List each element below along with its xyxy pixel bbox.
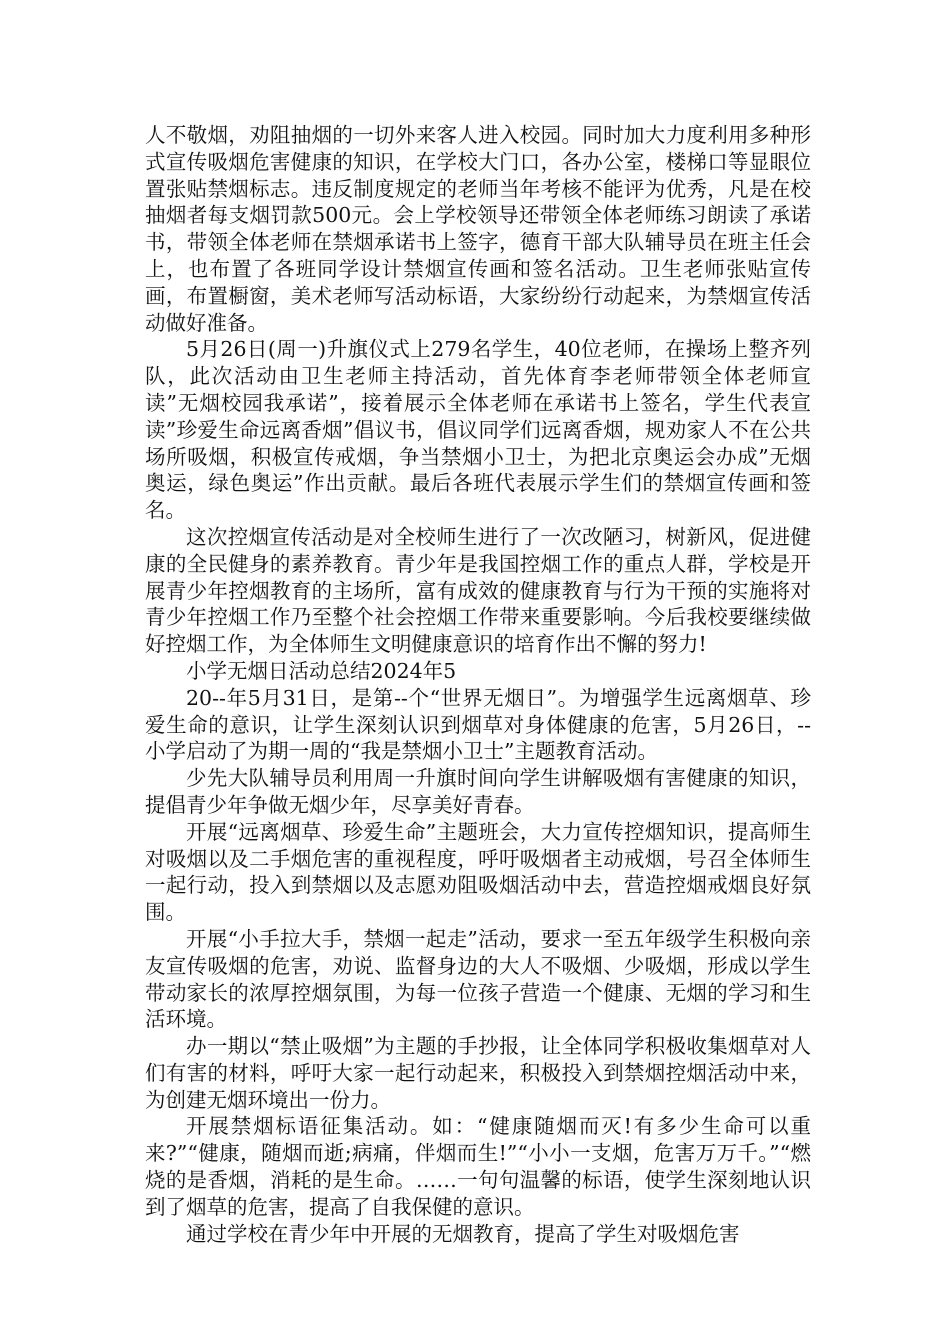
paragraph-2: 5月26日(周一)升旗仪式上279名学生，40位老师，在操场上整齐列队，此次活动由卫生老师主持活动，首先体育李老师带领全体老师宣读”无烟校园我承诺”，接着展示全体老师在承诺书上签名，学生代表宣读”珍爱生命远离香烟”倡议书，倡议同学们远离香烟，规劝家人不在公共场所吸烟，积极宣传戒烟，争当禁烟小卫士，为把北京奥运会办成”无烟奥运，绿色奥运”作出贡献。最后各班代表展示学生们的禁烟宣传画和签名。 [145, 337, 811, 523]
paragraph-5: 20--年5月31日，是第--个“世界无烟日”。为增强学生远离烟草、珍爱生命的意识，让学生深刻认识到烟草对身体健康的危害，5月26日，--小学启动了为期一周的“我是禁烟小卫士”主题教育活动。 [145, 685, 811, 764]
paragraph-9: 办一期以“禁止吸烟”为主题的手抄报，让全体同学积极收集烟草对人们有害的材料，呼吁大家一起行动起来，积极投入到禁烟控烟活动中来，为创建无烟环境出一份力。 [145, 1034, 811, 1112]
document-body [145, 122, 811, 1247]
paragraph-1: 人不敬烟，劝阻抽烟的一切外来客人进入校园。同时加大力度利用多种形式宣传吸烟危害健康的知识，在学校大门口，各办公室，楼梯口等显眼位置张贴禁烟标志。违反制度规定的老师当年考核不能评为优秀，凡是在校抽烟者每支烟罚款500元。会上学校领导还带领全体老师练习朗读了承诺书，带领全体老师在禁烟承诺书上签字，德育干部大队辅导员在班主任会上，也布置了各班同学设计禁烟宣传画和签名活动。卫生老师张贴宣传画，布置橱窗，美术老师写活动标语，大家纷纷行动起来，为禁烟宣传活动做好准备。 [145, 123, 811, 335]
paragraph-8: 开展“小手拉大手，禁烟一起走”活动，要求一至五年级学生积极向亲友宣传吸烟的危害，劝说、监督身边的大人不吸烟、少吸烟，形成以学生带动家长的浓厚控烟氛围，为每一位孩子营造一个健康、无烟的学习和生活环境。 [145, 926, 811, 1032]
paragraph-11: 通过学校在青少年中开展的无烟教育，提高了学生对吸烟危害 [186, 1221, 740, 1246]
paragraph-7: 开展“远离烟草、珍爱生命”主题班会，大力宣传控烟知识，提高师生对吸烟以及二手烟危害的重视程度，呼吁吸烟者主动戒烟，号召全体师生一起行动，投入到禁烟以及志愿劝阻吸烟活动中去，营造控烟戒烟良好氛围。 [145, 819, 811, 925]
paragraph-6: 少先大队辅导员利用周一升旗时间向学生讲解吸烟有害健康的知识，提倡青少年争做无烟少年，尽享美好青春。 [145, 766, 811, 817]
section-heading: 小学无烟日活动总结2024年5 [186, 658, 457, 683]
paragraph-3: 这次控烟宣传活动是对全校师生进行了一次改陋习，树新风，促进健康的全民健身的素养教育。青少年是我国控烟工作的重点人群，学校是开展青少年控烟教育的主场所，富有成效的健康教育与行为干预的实施将对青少年控烟工作乃至整个社会控烟工作带来重要影响。今后我校要继续做好控烟工作，为全体师生文明健康意识的培育作出不懈的努力! [145, 524, 811, 657]
paragraph-10: 开展禁烟标语征集活动。如：“健康随烟而灭!有多少生命可以重来?”“健康，随烟而逝;病痛，伴烟而生!”“小小一支烟，危害万万千。”“燃烧的是香烟，消耗的是生命。……一句句温馨的标语，使学生深刻地认识到了烟草的危害，提高了自我保健的意识。 [145, 1114, 811, 1219]
